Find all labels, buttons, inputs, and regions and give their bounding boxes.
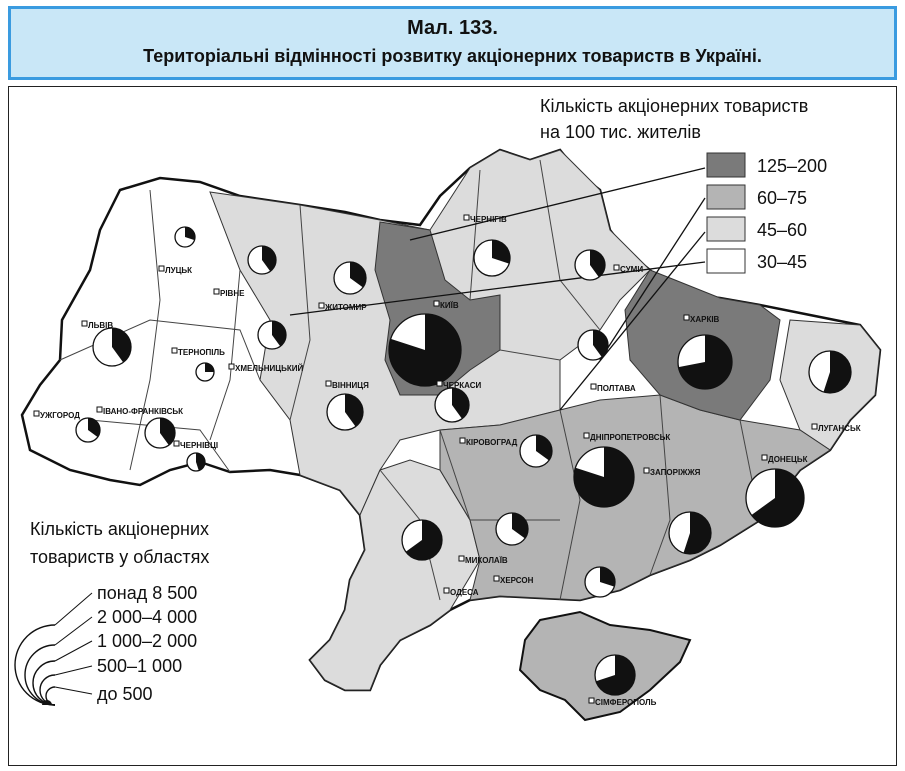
city-label: ВІННИЦЯ — [332, 381, 369, 390]
pie-chart — [678, 335, 732, 389]
pie-chart — [574, 447, 634, 507]
pie-chart — [402, 520, 442, 560]
city-marker — [762, 455, 767, 460]
size-legend-label: понад 8 500 — [97, 583, 198, 603]
size-legend-title-1: Кількість акціонерних — [30, 519, 210, 539]
size-legend-label: до 500 — [97, 684, 153, 704]
city-label: ЛУГАНСЬК — [818, 424, 861, 433]
pie-chart — [187, 453, 205, 471]
pie-chart — [669, 512, 711, 554]
city-marker — [684, 315, 689, 320]
density-class-swatch — [707, 217, 745, 241]
city-label: ЛУЦЬК — [165, 266, 193, 275]
city-marker — [229, 364, 234, 369]
city-marker — [589, 698, 594, 703]
city-marker — [326, 381, 331, 386]
city-marker — [591, 384, 596, 389]
pie-chart — [76, 418, 100, 442]
city-marker — [459, 556, 464, 561]
city-label: ХАРКІВ — [690, 315, 720, 324]
density-class-label: 125–200 — [757, 156, 828, 176]
pie-chart — [435, 388, 469, 422]
city-label: ЖИТОМИР — [325, 303, 367, 312]
pie-chart — [595, 655, 635, 695]
city-label: ДНІПРОПЕТРОВСЬК — [590, 433, 671, 442]
pie-chart — [334, 262, 366, 294]
pie-chart — [575, 250, 605, 280]
pie-chart — [248, 246, 276, 274]
city-marker — [614, 265, 619, 270]
figure-number: Мал. 133. — [407, 17, 498, 39]
density-class-swatch — [707, 153, 745, 177]
city-marker — [159, 266, 164, 271]
pie-chart — [175, 227, 195, 247]
city-label: ІВАНО-ФРАНКІВСЬК — [103, 407, 184, 416]
city-label: ПОЛТАВА — [597, 384, 636, 393]
city-label: МИКОЛАЇВ — [465, 556, 508, 565]
pie-chart — [809, 351, 851, 393]
pie-chart — [145, 418, 175, 448]
city-marker — [214, 289, 219, 294]
density-class-label: 30–45 — [757, 252, 808, 272]
city-label: ЧЕРНІВЦІ — [180, 441, 219, 450]
pie-chart — [496, 513, 528, 545]
city-label: РІВНЕ — [220, 289, 245, 298]
density-class-swatch — [707, 185, 745, 209]
size-legend-label: 500–1 000 — [97, 656, 183, 676]
pie-chart — [585, 567, 615, 597]
city-label: СІМФЕРОПОЛЬ — [595, 698, 657, 707]
city-marker — [644, 468, 649, 473]
city-marker — [174, 441, 179, 446]
figure-title: Територіальні відмінності розвитку акціонерних товариств в Україні. — [143, 46, 762, 66]
city-label: ХМЕЛЬНИЦЬКИЙ — [235, 364, 304, 373]
pie-chart — [196, 363, 214, 381]
figure-header — [8, 6, 897, 80]
size-legend-label: 1 000–2 000 — [97, 631, 198, 651]
city-marker — [437, 381, 442, 386]
city-marker — [319, 303, 324, 308]
city-marker — [812, 424, 817, 429]
map-frame — [8, 86, 897, 766]
city-label: КІРОВОГРАД — [466, 438, 518, 447]
city-marker — [584, 433, 589, 438]
city-label: ОДЕСА — [450, 588, 479, 597]
pie-chart — [327, 394, 363, 430]
pie-chart — [520, 435, 552, 467]
size-legend-label: 2 000–4 000 — [97, 607, 198, 627]
city-label: ЧЕРКАСИ — [443, 381, 482, 390]
city-marker — [494, 576, 499, 581]
density-class-label: 45–60 — [757, 220, 808, 240]
density-legend-title-1: Кількість акціонерних товариств — [540, 96, 809, 116]
density-class-label: 60–75 — [757, 188, 808, 208]
city-marker — [34, 411, 39, 416]
city-label: ХЕРСОН — [500, 576, 534, 585]
city-marker — [172, 348, 177, 353]
city-label: ЧЕРНІГІВ — [470, 215, 507, 224]
city-label: ТЕРНОПІЛЬ — [178, 348, 225, 357]
pie-chart — [93, 328, 131, 366]
city-marker — [82, 321, 87, 326]
city-label: ДОНЕЦЬК — [768, 455, 808, 464]
city-marker — [464, 215, 469, 220]
pie-chart — [474, 240, 510, 276]
city-label: СУМИ — [620, 265, 644, 274]
density-legend-title-2: на 100 тис. жителів — [540, 122, 701, 142]
city-marker — [97, 407, 102, 412]
pie-chart — [578, 330, 608, 360]
pie-chart — [258, 321, 286, 349]
city-marker — [460, 438, 465, 443]
pie-chart — [389, 314, 461, 386]
city-marker — [444, 588, 449, 593]
city-label: ЛЬВІВ — [88, 321, 114, 330]
city-label: КИЇВ — [440, 301, 459, 310]
pie-chart — [746, 469, 804, 527]
city-label: ЗАПОРІЖЖЯ — [650, 468, 701, 477]
city-marker — [434, 301, 439, 306]
size-legend-title-2: товариств у областях — [30, 547, 210, 567]
density-class-swatch — [707, 249, 745, 273]
city-label: УЖГОРОД — [40, 411, 80, 420]
